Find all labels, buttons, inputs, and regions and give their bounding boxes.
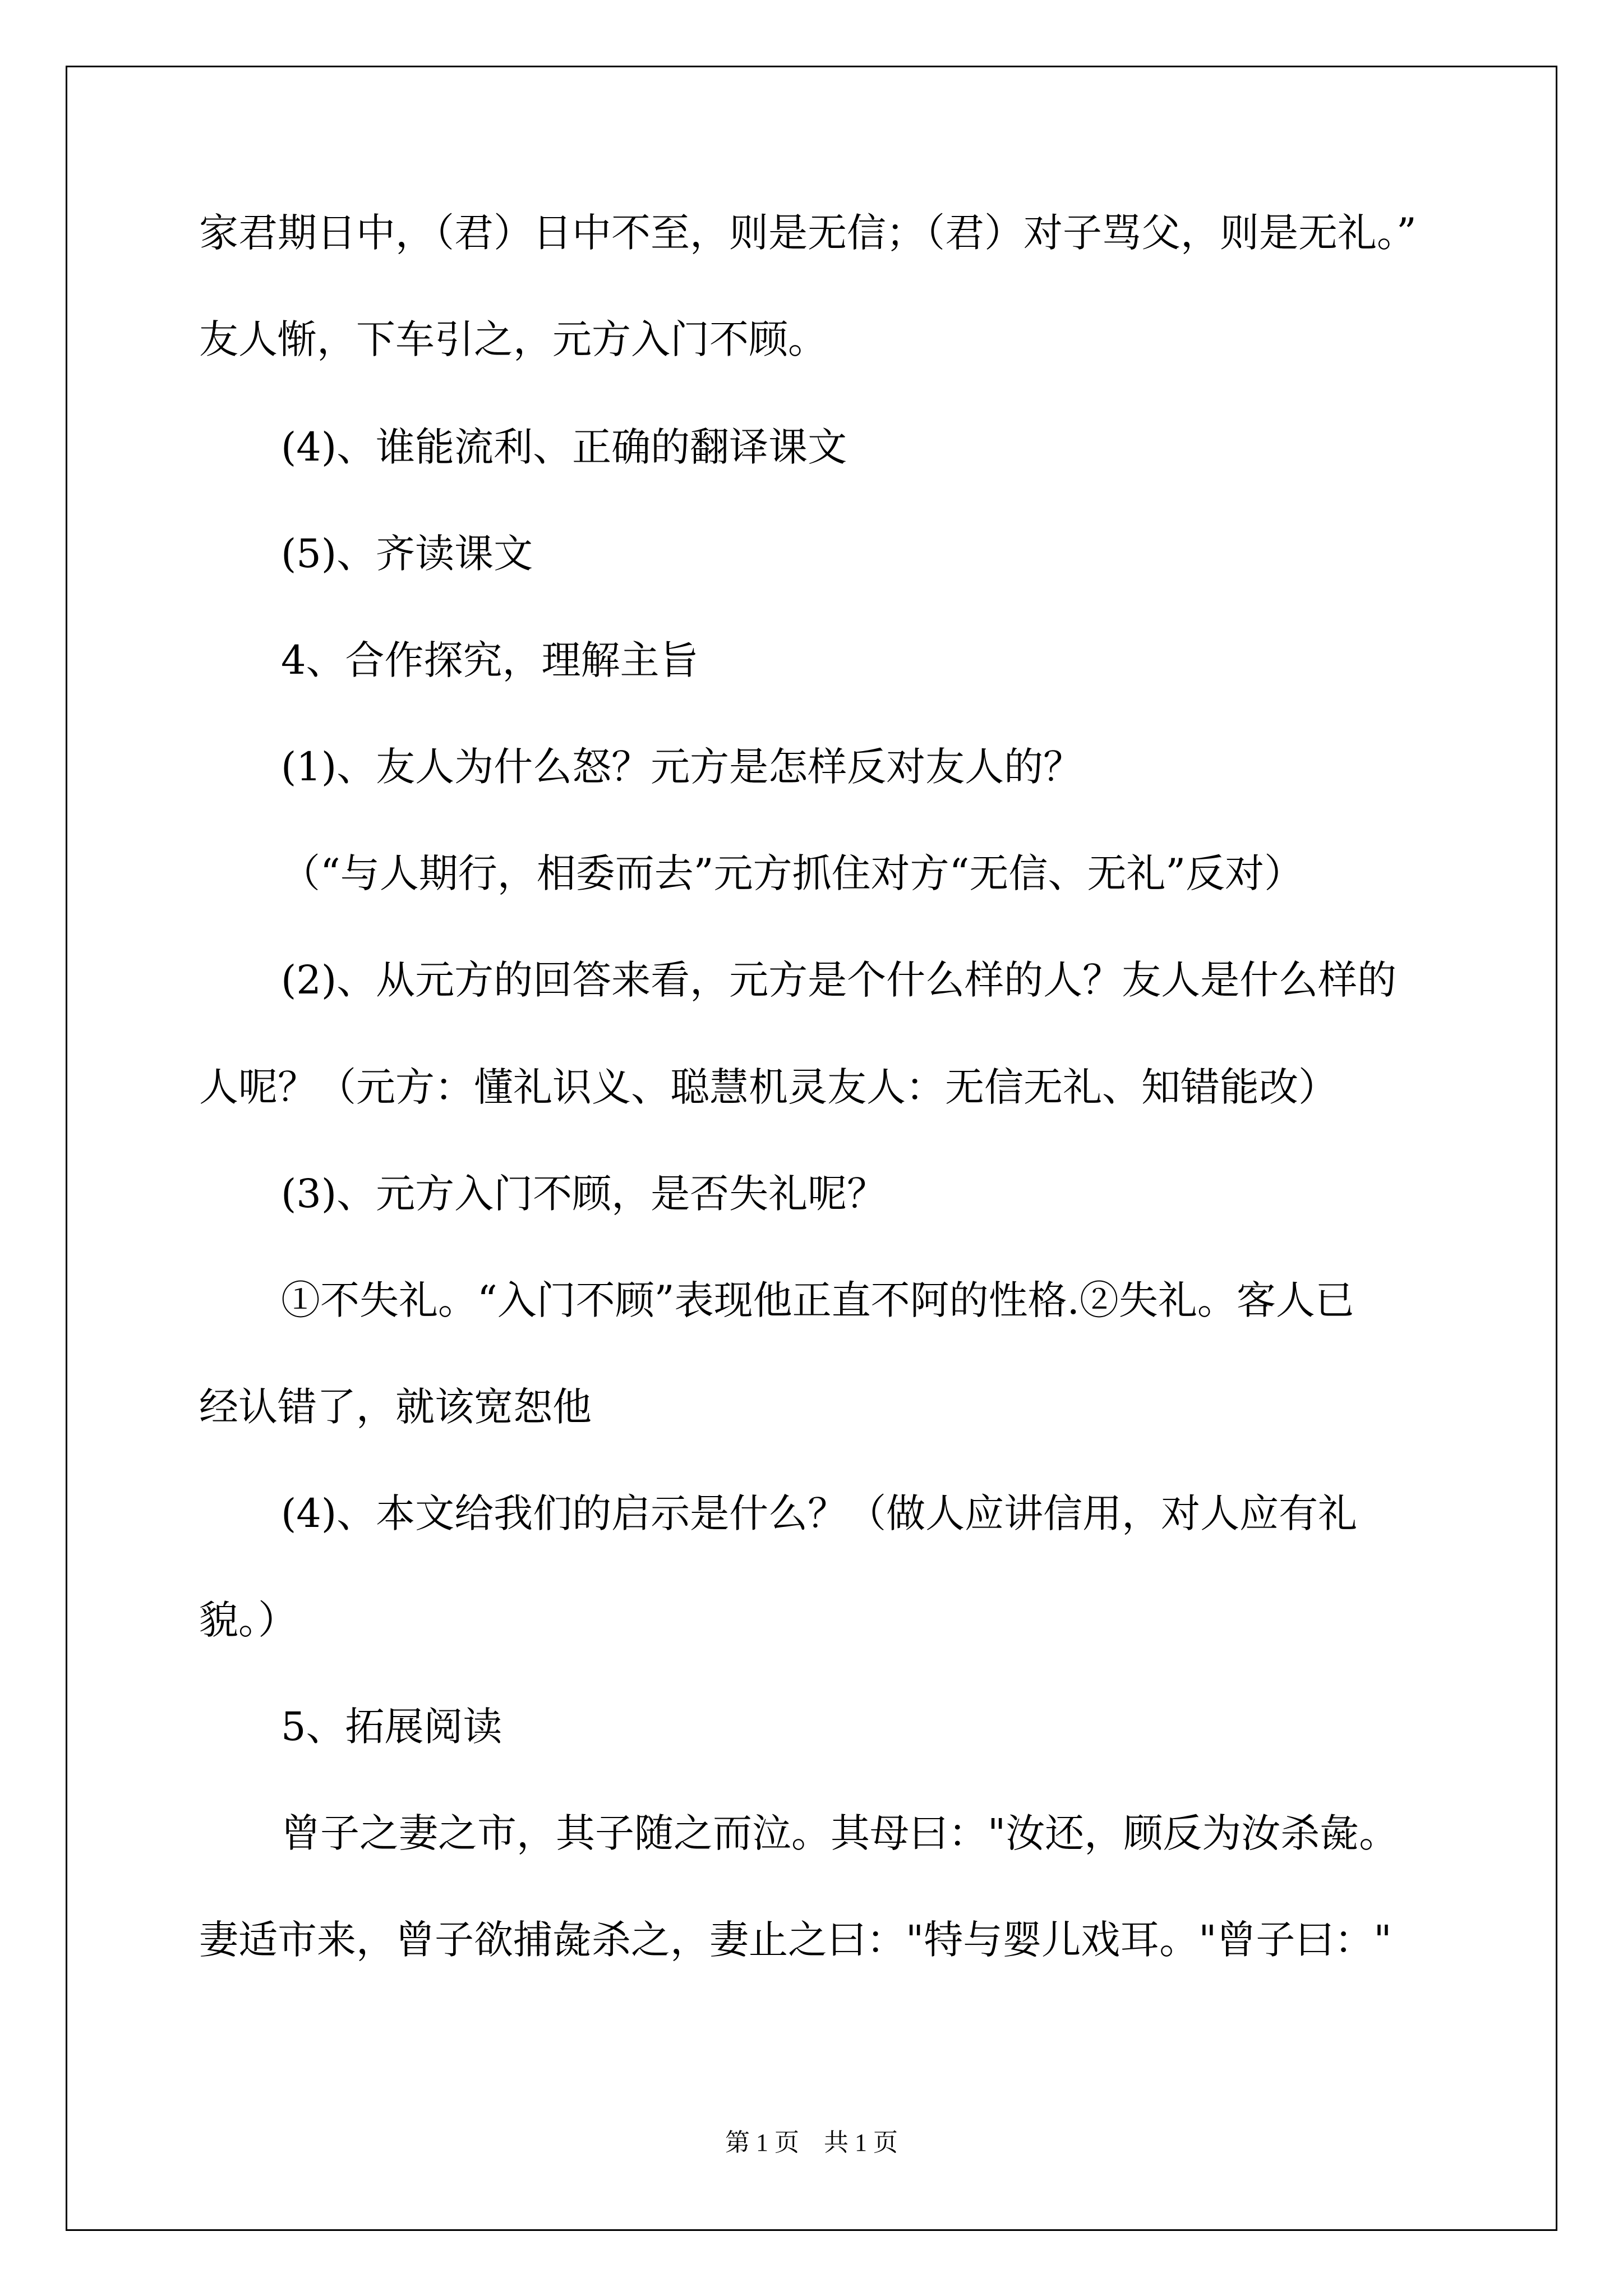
- text-line: 友人惭，下车引之，元方入门不顾。: [199, 316, 827, 362]
- text-line: (1)、友人为什么怒？元方是怎样反对友人的？: [281, 744, 1083, 790]
- text-line: (4)、本文给我们的启示是什么？（做人应讲信用，对人应有礼: [281, 1490, 1358, 1536]
- text-line: 经认错了，就该宽恕他: [199, 1384, 592, 1430]
- text-line: 貌。）: [199, 1597, 297, 1643]
- page-number-footer: 第 1 页 共 1 页: [725, 2129, 898, 2156]
- text-line: (2)、从元方的回答来看，元方是个什么样的人？友人是什么样的: [281, 957, 1397, 1003]
- text-line: 人呢？（元方：懂礼识义、聪慧机灵友人：无信无礼、知错能改）: [199, 1064, 1338, 1110]
- text-line: （“与人期行，相委而去”元方抓住对方“无信、无礼”反对）: [281, 850, 1304, 896]
- text-line: 曾子之妻之市，其子随之而泣。其母曰："汝还，顾反为汝杀彘。: [281, 1810, 1399, 1856]
- text-line: 家君期日中，（君）日中不至，则是无信；（君）对子骂父，则是无礼。”: [199, 210, 1417, 256]
- text-line: (5)、齐读课文: [281, 531, 533, 577]
- text-line: 4、合作探究，理解主旨: [281, 637, 699, 683]
- text-line: 妻适市来，曾子欲捕彘杀之，妻止之曰："特与婴儿戏耳。"曾子曰：": [199, 1917, 1392, 1963]
- text-line: (4)、谁能流利、正确的翻译课文: [281, 424, 847, 470]
- text-line: (3)、元方入门不顾，是否失礼呢？: [281, 1171, 887, 1217]
- text-line: 5、拓展阅读: [281, 1704, 502, 1750]
- page-border: [66, 66, 1557, 2231]
- text-line: ①不失礼。“入门不顾”表现他正直不阿的性格.②失礼。客人已: [281, 1277, 1354, 1323]
